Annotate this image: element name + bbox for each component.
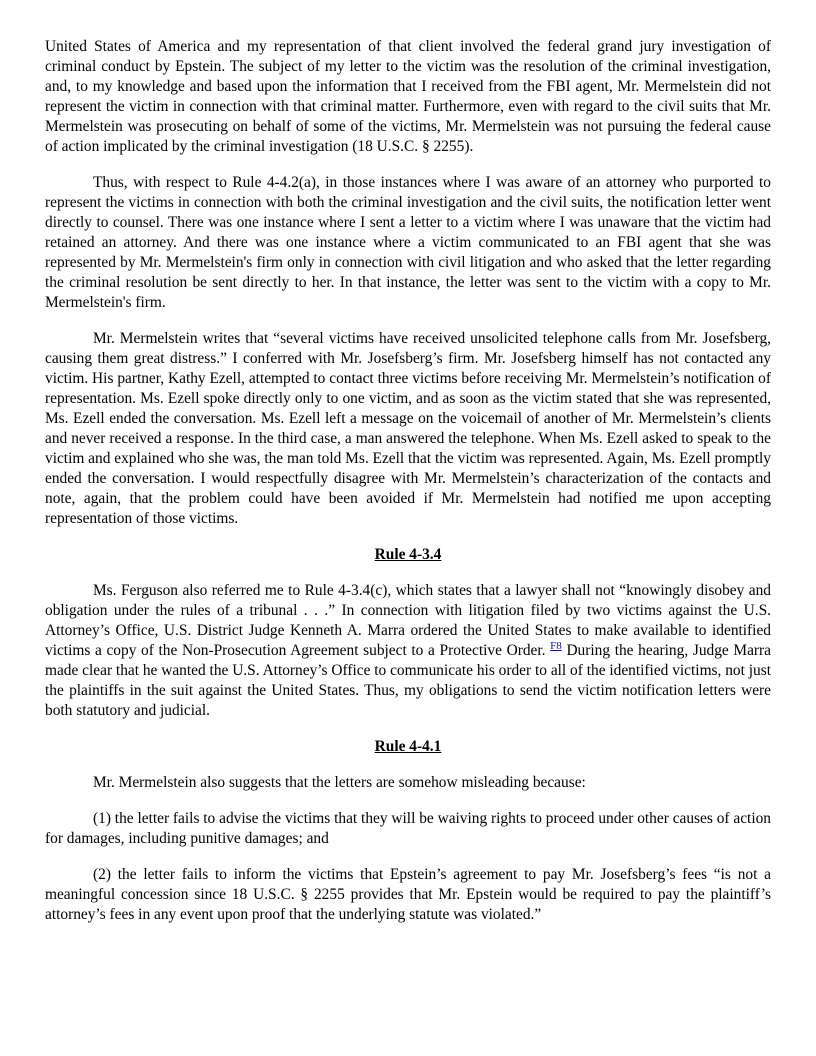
paragraph-telephone-calls: Mr. Mermelstein writes that “several victims have received unsolicited telephone calls from Mr. Josefsberg, causing them great distress.” I conferred with Mr. Josefsberg’s firm. Mr. Josefsberg himself has not contacted any victim. His partner, Kathy Ezell, attempted to contact three victims before receiving Mr. Mermelstein’s notification of representation. Ms. Ezell spoke directly only to one victim, and as soon as the victim stated that she was represented, Ms. Ezell ended the conversation. Ms. Ezell left a message on the voicemail of another of Mr. Mermelstein’s clients and never received a response. In the third case, a man answered the telephone. When Ms. Ezell asked to speak to the victim and explained who she was, the man told Ms. Ezell that the victim was represented. Again, Ms. Ezell promptly ended the conversation. I would respectfully disagree with Mr. Mermelstein’s characterization of the contacts and note, again, that the problem could have been avoided if Mr. Mermelstein had notified me upon accepting representation of those victims.	[45, 330, 771, 527]
footnote-marker	[550, 640, 562, 652]
section-heading-rule-4-3-4: Rule 4-3.4	[374, 546, 442, 563]
paragraph-rule-4-3-4-text: Ms. Ferguson also referred me to Rule 4-3.4(c), which states that a lawyer shall not “knowingly disobey and obligation under the rules of a tribunal . . .” In connection with litigation filed by two victims against the U.S. Attorney’s Office, U.S. District Judge Kenneth A. Marra ordered the United States to make available to identified victims a copy of the Non-Prosecution Agreement subject to a Protective Order.	[45, 582, 771, 659]
paragraph-representation-scope: United States of America and my representation of that client involved the federal grand jury investigation of criminal conduct by Epstein. The subject of my letter to the victim was the resolution of the criminal investigation, and, to my knowledge and based upon the information that I received from the FBI agent, Mr. Mermelstein did not represent the victim in connection with that criminal matter. Furthermore, even with regard to the civil suits that Mr. Mermelstein was prosecuting on behalf of some of the victims, Mr. Mermelstein was not pursuing the federal cause of action implicated by the criminal investigation (18 U.S.C. § 2255).	[45, 38, 771, 155]
paragraph-rule-4-3-4-continuation: During the hearing, Judge Marra made clear that he wanted the U.S. Attorney’s Office to communicate his order to all of the identified victims, not just the plaintiffs in the suit against the United States. Thus, my obligations to send the victim notification letters were both statutory and judicial.	[45, 642, 771, 719]
paragraph-rule-4-3-4	[45, 581, 771, 721]
paragraph-point-2: (2) the letter fails to inform the victims that Epstein’s agreement to pay Mr. Josefsberg’s fees “is not a meaningful concession since 18 U.S.C. § 2255 provides that Mr. Epstein would be required to pay the plaintiff’s attorney’s fees in any event upon proof that the underlying statute was violated.”	[45, 866, 771, 923]
section-heading-rule-4-4-1: Rule 4-4.1	[374, 738, 442, 755]
paragraph-rule-4-4-2: Thus, with respect to Rule 4-4.2(a), in those instances where I was aware of an attorney who purported to represent the victims in connection with both the criminal investigation and the civil suits, the notification letter went directly to counsel. There was one instance where I sent a letter to a victim where I was unaware that the victim had retained an attorney. And there was one instance where a victim communicated to an FBI agent that she was represented by Mr. Mermelstein's firm only in connection with civil litigation and who asked that the letter regarding the criminal resolution be sent directly to her. In that instance, the letter was sent to the victim with a copy to Mr. Mermelstein's firm.	[45, 174, 771, 311]
paragraph-misleading-claim: Mr. Mermelstein also suggests that the letters are somehow misleading because:	[93, 774, 586, 791]
footnote-link-f8[interactable]: F8	[550, 640, 562, 652]
paragraph-point-1: (1) the letter fails to advise the victims that they will be waiving rights to proceed under other causes of action for damages, including punitive damages; and	[45, 810, 771, 847]
